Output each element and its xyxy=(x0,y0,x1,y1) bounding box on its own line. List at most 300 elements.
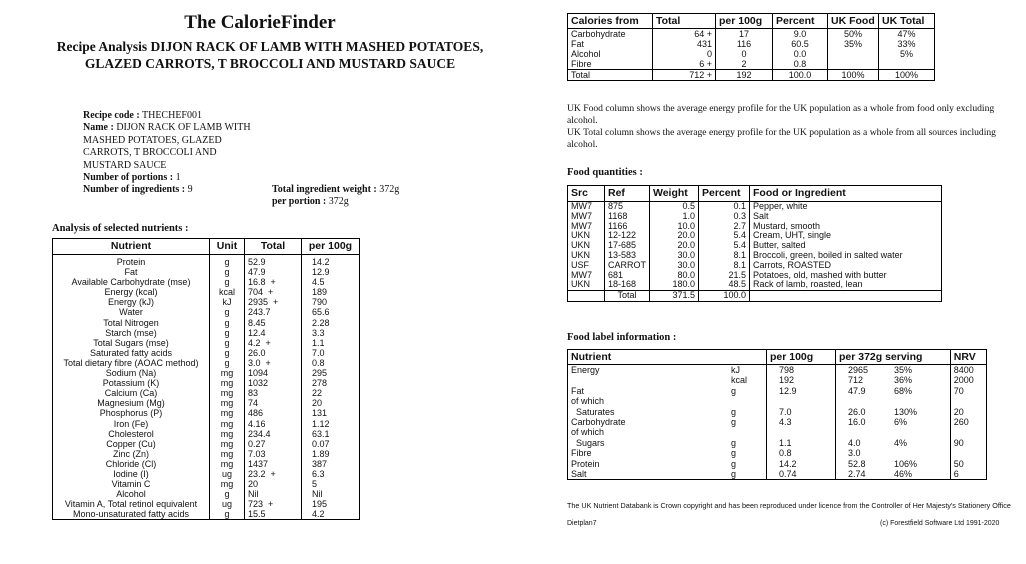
footer-right: (c) Forestfield Software Ltd 1991-2020 xyxy=(880,520,1000,527)
calories-uk-total: 47% xyxy=(879,29,935,40)
calories-per100: 17 xyxy=(716,29,773,40)
nutrient-name: Calcium (Ca) xyxy=(53,388,210,398)
calories-source: Alcohol xyxy=(568,49,653,59)
label-serving: 16.0 xyxy=(835,417,891,427)
nutrient-per100: 295 xyxy=(302,368,360,378)
food-ref: 681 xyxy=(605,271,650,281)
label-nutrient-name: Carbohydrate xyxy=(568,417,728,427)
nutrient-col-header: Nutrient xyxy=(53,239,210,255)
label-nutrient-name: Fat xyxy=(568,386,728,396)
calories-total-header: Total xyxy=(653,14,716,29)
label-nutrient-name: Sugars xyxy=(568,438,728,448)
nutrient-row xyxy=(53,267,360,277)
nutrient-row xyxy=(53,328,360,338)
food-weight: 180.0 xyxy=(650,280,699,290)
food-weight: 80.0 xyxy=(650,271,699,281)
nutrient-unit: mg xyxy=(210,368,245,378)
percent-header: Percent xyxy=(699,186,750,202)
calories-row xyxy=(568,29,935,40)
calories-per100: 2 xyxy=(716,59,773,70)
nutrient-name: Alcohol xyxy=(53,489,210,499)
food-ref: 17-685 xyxy=(605,241,650,251)
food-weight: 1.0 xyxy=(650,212,699,222)
label-unit: g xyxy=(728,448,767,458)
nutrient-total: 4.16 xyxy=(245,419,302,429)
analysis-heading: Analysis of selected nutrients : xyxy=(52,223,189,234)
nutrient-unit: mg xyxy=(210,479,245,489)
calories-row xyxy=(568,49,935,59)
nutrient-total: 7.03 xyxy=(245,449,302,459)
nutrient-row xyxy=(53,255,360,268)
nutrient-per100: 14.2 xyxy=(302,255,360,268)
calories-per100: 192 xyxy=(716,70,773,81)
label-serving-percent: 106% xyxy=(891,459,950,469)
label-row xyxy=(568,365,987,376)
label-per100: 12.9 xyxy=(766,386,835,396)
food-name-header: Food or Ingredient xyxy=(750,186,942,202)
nutrient-row xyxy=(53,277,360,287)
nutrient-unit: ug xyxy=(210,469,245,479)
nutrient-row xyxy=(53,459,360,469)
nutrient-row xyxy=(53,469,360,479)
food-label-table xyxy=(567,349,987,480)
food-name: Cream, UHT, single xyxy=(750,231,942,241)
nutrient-name: Water xyxy=(53,307,210,317)
calories-source: Carbohydrate xyxy=(568,29,653,40)
recipe-code-label: Recipe code : xyxy=(83,110,140,121)
calories-from-header: Calories from xyxy=(568,14,653,29)
ingredients-label: Number of ingredients : xyxy=(83,184,186,196)
calories-table xyxy=(567,13,935,81)
calories-uk-food: 100% xyxy=(828,70,879,81)
subtitle-line-1: Recipe Analysis DIJON RACK OF LAMB WITH MASHED POTATOES, xyxy=(56,39,484,54)
recipe-analysis-title xyxy=(30,38,510,72)
calories-table-body xyxy=(568,29,935,81)
nutrient-name: Available Carbohydrate (mse) xyxy=(53,277,210,287)
nutrient-per100: 4.2 xyxy=(302,509,360,520)
nutrient-unit: mg xyxy=(210,429,245,439)
label-serving-percent xyxy=(891,448,950,458)
food-total-row xyxy=(568,291,942,302)
calories-percent: 0.0 xyxy=(773,49,828,59)
label-serving xyxy=(835,427,891,437)
food-src: MW7 xyxy=(568,202,605,212)
calories-per100: 0 xyxy=(716,49,773,59)
nutrient-total: 26.0 xyxy=(245,348,302,358)
label-unit: g xyxy=(728,459,767,469)
nutrient-name: Protein xyxy=(53,255,210,268)
uk-total-header: UK Total xyxy=(879,14,935,29)
food-ref: 1166 xyxy=(605,222,650,232)
recipe-code: THECHEF001 xyxy=(141,110,202,121)
nutrient-total: 1437 xyxy=(245,459,302,469)
label-row xyxy=(568,417,987,427)
label-row xyxy=(568,469,987,480)
nutrient-total: Nil xyxy=(245,489,302,499)
calories-uk-food xyxy=(828,59,879,70)
calories-source: Total xyxy=(568,70,653,81)
label-nutrient-header: Nutrient xyxy=(568,350,767,365)
nutrient-unit: ug xyxy=(210,499,245,509)
label-unit xyxy=(728,427,767,437)
label-per100 xyxy=(766,427,835,437)
nutrient-unit: kcal xyxy=(210,287,245,297)
calories-total: 431 xyxy=(653,39,716,49)
food-label-heading: Food label information : xyxy=(567,332,677,343)
label-row xyxy=(568,438,987,448)
nutrient-row xyxy=(53,368,360,378)
label-nrv: 8400 xyxy=(950,365,986,376)
ingredients-value: 9 xyxy=(187,184,193,196)
label-unit: g xyxy=(728,407,767,417)
calories-total: 6 + xyxy=(653,59,716,70)
calories-uk-total: 100% xyxy=(879,70,935,81)
nutrient-row xyxy=(53,479,360,489)
label-serving: 2965 xyxy=(835,365,891,376)
label-per100: 192 xyxy=(766,375,835,385)
label-per100-header: per 100g xyxy=(766,350,835,365)
calories-uk-food: 35% xyxy=(828,39,879,49)
food-name: Salt xyxy=(750,212,942,222)
nutrient-unit: g xyxy=(210,277,245,287)
food-total-percent: 100.0 xyxy=(699,291,750,302)
food-weight: 10.0 xyxy=(650,222,699,232)
food-percent: 8.1 xyxy=(699,251,750,261)
unit-col-header: Unit xyxy=(210,239,245,255)
nutrient-unit: g xyxy=(210,509,245,520)
food-quantities-table xyxy=(567,185,942,302)
nutrient-unit: g xyxy=(210,348,245,358)
nutrient-per100: 65.6 xyxy=(302,307,360,317)
nutrient-row xyxy=(53,358,360,368)
nutrient-name: Phosphorus (P) xyxy=(53,408,210,418)
nutrient-row xyxy=(53,307,360,317)
nutrient-total: 8.45 xyxy=(245,318,302,328)
nutrient-row xyxy=(53,388,360,398)
label-per100: 0.74 xyxy=(766,469,835,480)
label-serving-percent xyxy=(891,427,950,437)
label-nutrient-name: Energy xyxy=(568,365,728,376)
food-percent: 0.3 xyxy=(699,212,750,222)
label-nrv xyxy=(950,448,986,458)
label-nrv: 6 xyxy=(950,469,986,480)
calories-source: Fat xyxy=(568,39,653,49)
label-row xyxy=(568,448,987,458)
calories-percent-header: Percent xyxy=(773,14,828,29)
nutrient-total: 12.4 xyxy=(245,328,302,338)
nutrient-name: Potassium (K) xyxy=(53,378,210,388)
nutrient-per100: 6.3 xyxy=(302,469,360,479)
food-total-label: Total xyxy=(605,291,650,302)
nutrient-per100: 387 xyxy=(302,459,360,469)
nutrient-row xyxy=(53,408,360,418)
food-name: Broccoli, green, boiled in salted water xyxy=(750,251,942,261)
calories-row xyxy=(568,59,935,70)
calories-uk-total xyxy=(879,59,935,70)
nutrient-row xyxy=(53,439,360,449)
nutrient-per100: 4.5 xyxy=(302,277,360,287)
label-row xyxy=(568,407,987,417)
nutrient-unit: g xyxy=(210,267,245,277)
recipe-name-line-4: MUSTARD SAUCE xyxy=(83,159,167,171)
nutrient-unit: g xyxy=(210,307,245,317)
label-serving-percent: 36% xyxy=(891,375,950,385)
food-total-spacer xyxy=(568,291,605,302)
label-serving-percent: 35% xyxy=(891,365,950,376)
nutrient-unit: mg xyxy=(210,408,245,418)
footer-left: Dietplan7 xyxy=(567,520,597,527)
nutrient-total: 74 xyxy=(245,398,302,408)
nutrient-name: Fat xyxy=(53,267,210,277)
food-src: MW7 xyxy=(568,212,605,222)
food-row xyxy=(568,280,942,290)
per100-col-header: per 100g xyxy=(302,239,360,255)
nutrient-per100: 1.12 xyxy=(302,419,360,429)
nutrient-name: Starch (mse) xyxy=(53,328,210,338)
nutrient-row xyxy=(53,499,360,509)
nutrient-row xyxy=(53,449,360,459)
food-total-weight: 371.5 xyxy=(650,291,699,302)
nutrient-total: 47.9 xyxy=(245,267,302,277)
food-ref: 12-122 xyxy=(605,231,650,241)
nutrient-table-header xyxy=(53,239,360,255)
nutrient-total: 704 + xyxy=(245,287,302,297)
label-unit: kcal xyxy=(728,375,767,385)
nutrient-row xyxy=(53,509,360,520)
nutrient-unit: g xyxy=(210,358,245,368)
label-serving: 47.9 xyxy=(835,386,891,396)
nutrient-per100: 1.89 xyxy=(302,449,360,459)
food-name: Butter, salted xyxy=(750,241,942,251)
food-src: MW7 xyxy=(568,222,605,232)
label-unit: g xyxy=(728,386,767,396)
nutrient-name: Total Sugars (mse) xyxy=(53,338,210,348)
label-serving: 3.0 xyxy=(835,448,891,458)
label-table-header xyxy=(568,350,987,365)
food-weight: 20.0 xyxy=(650,241,699,251)
label-per100: 798 xyxy=(766,365,835,376)
nutrient-unit: mg xyxy=(210,378,245,388)
uk-food-note: UK Food column shows the average energy profile for the UK population as a whole from food only excluding alcohol. xyxy=(567,103,995,126)
calories-percent: 0.8 xyxy=(773,59,828,70)
total-weight-label: Total ingredient weight : xyxy=(272,184,377,195)
label-nrv: 260 xyxy=(950,417,986,427)
nutrient-unit: kJ xyxy=(210,297,245,307)
nutrient-name: Mono-unsaturated fatty acids xyxy=(53,509,210,520)
nutrient-total: 243.7 xyxy=(245,307,302,317)
calories-row xyxy=(568,39,935,49)
nutrient-unit: g xyxy=(210,489,245,499)
label-nrv xyxy=(950,427,986,437)
recipe-name-line-2: MASHED POTATOES, GLAZED xyxy=(83,134,222,146)
label-nrv: 50 xyxy=(950,459,986,469)
nutrient-total: 1094 xyxy=(245,368,302,378)
nutrient-name: Sodium (Na) xyxy=(53,368,210,378)
nutrient-name: Vitamin C xyxy=(53,479,210,489)
label-serving: 2.74 xyxy=(835,469,891,480)
nutrient-name: Copper (Cu) xyxy=(53,439,210,449)
nutrient-name: Total dietary fibre (AOAC method) xyxy=(53,358,210,368)
food-ref: 13-583 xyxy=(605,251,650,261)
nutrient-total: 1032 xyxy=(245,378,302,388)
calories-per100: 116 xyxy=(716,39,773,49)
page-title: The CalorieFinder xyxy=(184,12,336,33)
nutrient-name: Vitamin A, Total retinol equivalent xyxy=(53,499,210,509)
calories-table-header xyxy=(568,14,935,29)
calories-percent: 60.5 xyxy=(773,39,828,49)
nutrient-per100: 189 xyxy=(302,287,360,297)
nutrient-name: Energy (kcal) xyxy=(53,287,210,297)
portions-label: Number of portions : xyxy=(83,172,174,184)
nutrient-total: 2935 + xyxy=(245,297,302,307)
label-nutrient-name: Protein xyxy=(568,459,728,469)
label-serving: 4.0 xyxy=(835,438,891,448)
nutrient-per100: 63.1 xyxy=(302,429,360,439)
label-serving-percent: 4% xyxy=(891,438,950,448)
label-serving: 26.0 xyxy=(835,407,891,417)
food-percent: 2.7 xyxy=(699,222,750,232)
food-src: UKN xyxy=(568,241,605,251)
label-serving-percent: 46% xyxy=(891,469,950,480)
nutrient-unit: mg xyxy=(210,419,245,429)
label-row xyxy=(568,459,987,469)
label-nrv xyxy=(950,396,986,406)
nutrient-per100: 790 xyxy=(302,297,360,307)
nutrient-per100: 7.0 xyxy=(302,348,360,358)
nutrient-unit: g xyxy=(210,318,245,328)
label-nrv: 90 xyxy=(950,438,986,448)
nutrient-row xyxy=(53,398,360,408)
recipe-info xyxy=(83,110,251,197)
nutrient-row xyxy=(53,489,360,499)
label-serving-percent: 6% xyxy=(891,417,950,427)
calories-uk-total: 5% xyxy=(879,49,935,59)
calories-total-row xyxy=(568,70,935,81)
nutrient-per100: 195 xyxy=(302,499,360,509)
nutrient-name: Chloride (Cl) xyxy=(53,459,210,469)
name-label: Name : xyxy=(83,122,114,134)
label-row xyxy=(568,375,987,385)
label-per100: 1.1 xyxy=(766,438,835,448)
label-serving-percent xyxy=(891,396,950,406)
label-row xyxy=(568,386,987,396)
food-ref: 1168 xyxy=(605,212,650,222)
nutrient-row xyxy=(53,287,360,297)
label-serving-percent: 68% xyxy=(891,386,950,396)
label-nutrient-name: Salt xyxy=(568,469,728,480)
label-per100 xyxy=(766,396,835,406)
nutrient-per100: 3.3 xyxy=(302,328,360,338)
label-nutrient-name: Fibre xyxy=(568,448,728,458)
uk-food-header: UK Food xyxy=(828,14,879,29)
recipe-name-line-3: CARROTS, T BROCCOLI AND xyxy=(83,147,217,159)
label-nutrient-name: of which xyxy=(568,396,728,406)
nutrient-unit: mg xyxy=(210,388,245,398)
food-ref: 875 xyxy=(605,202,650,212)
nutrient-per100: 20 xyxy=(302,398,360,408)
label-serving-header: per 372g serving xyxy=(835,350,950,365)
food-src: USF xyxy=(568,261,605,271)
nutrient-total: 0.27 xyxy=(245,439,302,449)
food-percent: 48.5 xyxy=(699,280,750,290)
nutrient-total: 3.0 + xyxy=(245,358,302,368)
uk-notes xyxy=(567,103,1007,151)
food-name: Carrots, ROASTED xyxy=(750,261,942,271)
label-serving: 52.8 xyxy=(835,459,891,469)
calories-total: 64 + xyxy=(653,29,716,40)
ref-header: Ref xyxy=(605,186,650,202)
food-src: MW7 xyxy=(568,271,605,281)
nutrient-name: Saturated fatty acids xyxy=(53,348,210,358)
calories-total: 712 + xyxy=(653,70,716,81)
food-total-spacer xyxy=(750,291,942,302)
label-table-body xyxy=(568,365,987,480)
food-percent: 0.1 xyxy=(699,202,750,212)
label-nrv: 70 xyxy=(950,386,986,396)
food-name: Rack of lamb, roasted, lean xyxy=(750,280,942,290)
label-nutrient-name: Saturates xyxy=(568,407,728,417)
nutrient-row xyxy=(53,318,360,328)
nutrient-table-body xyxy=(53,255,360,520)
nutrient-unit: mg xyxy=(210,439,245,449)
food-ref: CARROT xyxy=(605,261,650,271)
src-header: Src xyxy=(568,186,605,202)
nutrient-per100: 1.1 xyxy=(302,338,360,348)
nutrient-per100: 12.9 xyxy=(302,267,360,277)
nutrient-table xyxy=(52,238,360,520)
nutrient-total: 486 xyxy=(245,408,302,418)
label-per100: 0.8 xyxy=(766,448,835,458)
nutrient-unit: g xyxy=(210,338,245,348)
recipe-name-line-1: DIJON RACK OF LAMB WITH xyxy=(116,122,251,134)
label-unit: g xyxy=(728,417,767,427)
uk-total-note: UK Total column shows the average energy profile for the UK population as a whole from all sources including alcohol. xyxy=(567,127,996,150)
nutrient-total: 23.2 + xyxy=(245,469,302,479)
label-per100: 4.3 xyxy=(766,417,835,427)
label-unit xyxy=(728,396,767,406)
food-weight: 30.0 xyxy=(650,251,699,261)
calories-total: 0 xyxy=(653,49,716,59)
label-nrv: 20 xyxy=(950,407,986,417)
label-unit: kJ xyxy=(728,365,767,376)
weight-header: Weight xyxy=(650,186,699,202)
nutrient-name: Zinc (Zn) xyxy=(53,449,210,459)
nutrient-name: Cholesterol xyxy=(53,429,210,439)
nutrient-total: 16.8 + xyxy=(245,277,302,287)
nutrient-total: 723 + xyxy=(245,499,302,509)
nutrient-per100: 22 xyxy=(302,388,360,398)
nutrient-row xyxy=(53,338,360,348)
label-row xyxy=(568,396,987,406)
nutrient-per100: 5 xyxy=(302,479,360,489)
food-weight: 20.0 xyxy=(650,231,699,241)
nutrient-name: Energy (kJ) xyxy=(53,297,210,307)
food-ref: 18-168 xyxy=(605,280,650,290)
nutrient-name: Iron (Fe) xyxy=(53,419,210,429)
nutrient-unit: g xyxy=(210,328,245,338)
nutrient-total: 4.2 + xyxy=(245,338,302,348)
food-percent: 21.5 xyxy=(699,271,750,281)
nutrient-name: Magnesium (Mg) xyxy=(53,398,210,408)
calories-percent: 9.0 xyxy=(773,29,828,40)
nutrient-total: 15.5 xyxy=(245,509,302,520)
databank-note: The UK Nutrient Databank is Crown copyright and has been reproduced under licence from the Controller of Her Majesty's Stationery Office xyxy=(567,501,1011,510)
food-weight: 0.5 xyxy=(650,202,699,212)
nutrient-per100: 0.8 xyxy=(302,358,360,368)
food-name: Pepper, white xyxy=(750,202,942,212)
calories-uk-food: 50% xyxy=(828,29,879,40)
label-row xyxy=(568,427,987,437)
